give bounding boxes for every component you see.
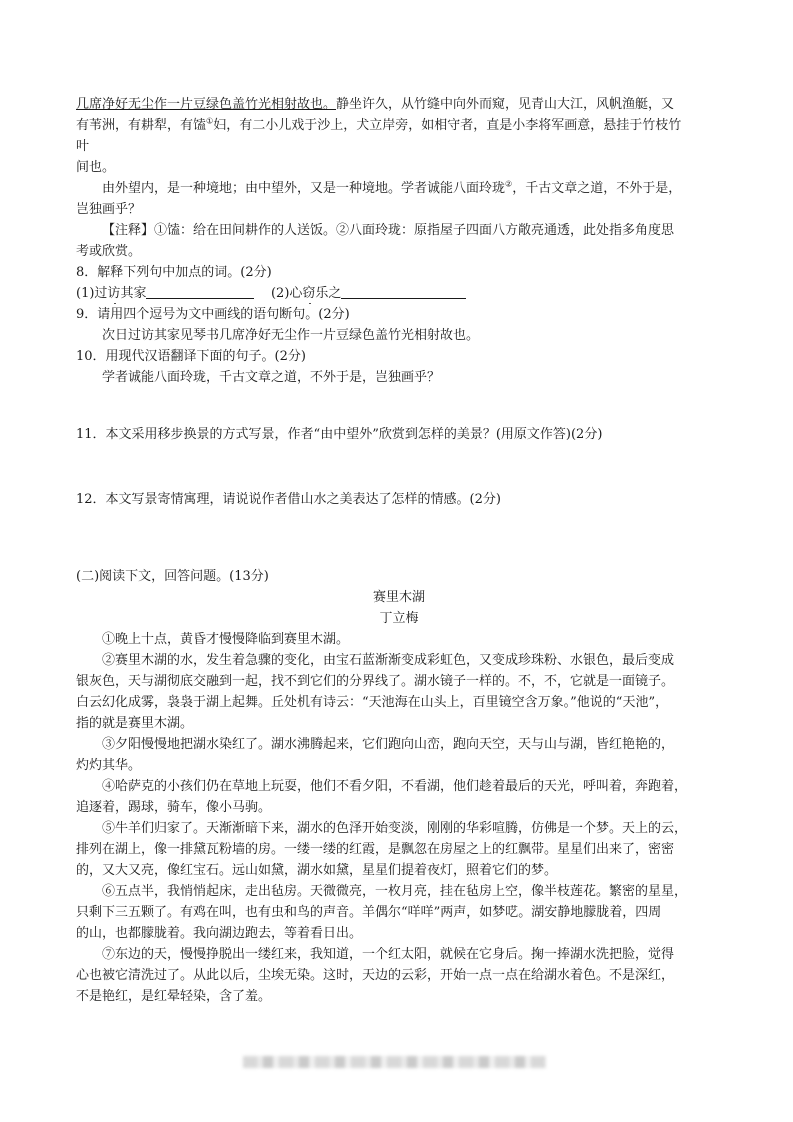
article-paragraph-7 — [76, 944, 722, 1007]
passage-line: 岂独画乎？ — [76, 202, 142, 217]
passage-line — [76, 94, 722, 115]
document-page — [76, 94, 722, 1007]
question-10: 10．用现代汉语翻译下面的句子。(2分) — [76, 349, 306, 364]
paragraph-line: 灼灼其华。 — [76, 758, 142, 773]
section-heading: (二)阅读下文，回答问题。(13分) — [76, 569, 269, 584]
question-9: 9．请用四个逗号为文中画线的语句断句。(2分) — [76, 307, 350, 322]
q8-2-suffix: 乐之 — [315, 286, 342, 301]
q8-2-prefix: (2)心 — [270, 286, 303, 301]
article-paragraph-6 — [76, 881, 722, 944]
article-paragraph-4 — [76, 776, 722, 818]
paragraph-line: 白云幻化成雾，袅袅于湖上起舞。丘处机有诗云：“天池海在山头上，百里镜空含万象。”他说的“天池”， — [76, 695, 669, 710]
q8-1-prefix: (1)过 — [76, 286, 108, 301]
passage-text: 由外望内，是一种境地；由中望外，又是一种境地。学者诚能八面玲珑 — [102, 181, 506, 196]
article-paragraph-3 — [76, 734, 722, 776]
paragraph-line: ⑤牛羊们归家了。天渐渐暗下来，湖水的色泽开始变淡，刚刚的华彩喧腾，仿佛是一个梦。天上的云， — [102, 821, 688, 836]
annotation-note: 考或欣赏。 — [76, 244, 142, 259]
paragraph-line: ③夕阳慢慢地把湖水染红了。湖水沸腾起来，它们跑向山峦，跑向天空，天与山与湖，皆红艳艳的， — [102, 737, 675, 752]
passage-text: 妇，有二小儿戏于沙上，犬立岸旁，如相守者，直是小李将军画意，悬挂于竹枝竹 — [213, 118, 682, 133]
paragraph-line: 排列在湖上，像一排黛瓦粉墙的房。一缕一缕的红霞，是飘忽在房屋之上的红飘带。星星们出来了，密密 — [76, 842, 675, 857]
paragraph-line: 心也被它清洗过了。从此以后，尘埃无染。这时，天边的云彩，开始一点一点在给湖水着色。不是深红， — [76, 968, 675, 983]
paragraph-line: ⑥五点半，我悄悄起床，走出毡房。天微微亮，一枚月亮，挂在毡房上空，像半枝莲花。繁密的星星， — [102, 884, 688, 899]
paragraph-line: 指的就是赛里木湖。 — [76, 716, 194, 731]
paragraph-line: 追逐着，踢球，骑车，像小马驹。 — [76, 800, 272, 815]
answer-blank-1[interactable] — [146, 284, 254, 299]
question-11: 11．本文采用移步换景的方式写景，作者“由中望外”欣赏到怎样的美景？(用原文作答)(2分) — [76, 427, 603, 442]
passage-text: 有苇洲，有耕犁，有馌 — [76, 118, 207, 133]
passage-text: ，千古文章之道，不外于是， — [512, 181, 682, 196]
passage-text: 静坐许久，从竹缝中向外而窥，见青山大江，风帆渔艇，又 — [336, 97, 675, 112]
q8-1-suffix: 其家 — [120, 286, 147, 301]
paragraph-line: ④哈萨克的小孩们仍在草地上玩耍，他们不看夕阳，不看湖，他们趁着最后的天光，呼叫着，奔跑着， — [102, 779, 688, 794]
paragraph-line: 的，又大又亮，像红宝石。远山如黛，湖水如黛，星星们提着夜灯，照着它们的梦。 — [76, 863, 558, 878]
footnote-marker: ② — [505, 179, 513, 189]
passage-line: 叶 — [76, 139, 90, 154]
answer-space[interactable] — [76, 388, 722, 424]
dotted-word: 窃 — [302, 286, 316, 301]
article-paragraph-2 — [76, 650, 722, 734]
answer-space[interactable] — [76, 445, 722, 489]
paragraph-line: 银灰色，天与湖彻底交融到一起，找不到它们的分界线了。湖水镜子一样的。不，不，它就是一面镜子。 — [76, 674, 675, 689]
annotation-note: 【注释】①馌：给在田间耕作的人送饭。②八面玲珑：原指屋子四面八方敞亮通透，此处指多角度思 — [102, 223, 675, 238]
footnote-marker: ① — [206, 116, 214, 126]
paragraph-line: 不是艳红，是红晕轻染，含了羞。 — [76, 989, 272, 1004]
passage-line: 间也。 — [76, 160, 116, 175]
question-9-text: 次日过访其家见琴书几席净好无尘作一片豆绿色盖竹光相射故也。 — [102, 328, 480, 343]
paragraph-line: 的山，也都朦胧着。我向湖边跑去，等着看日出。 — [76, 926, 363, 941]
question-12: 12．本文写景寄情寓理，请说说作者借山水之美表达了怎样的情感。(2分) — [76, 492, 501, 507]
article-paragraph-1: ①晚上十点，黄昏才慢慢降临到赛里木湖。 — [102, 632, 350, 647]
article-title: 赛里木湖 — [372, 590, 425, 605]
passage-line — [76, 178, 722, 199]
paragraph-line: 只剩下三五颗了。有鸡在叫，也有虫和鸟的声音。羊偶尔“咩咩”两声，如梦呓。湖安静地朦胧着，四周 — [76, 905, 662, 920]
paragraph-line: ⑦东边的天，慢慢挣脱出一缕红来，我知道，一个红太阳，就候在它身后。掬一捧湖水洗把脸，觉得 — [102, 947, 675, 962]
article-paragraph-5 — [76, 818, 722, 881]
question-8-items — [76, 283, 722, 304]
underlined-sentence: 几席净好无尘作一片豆绿色盖竹光相射故也。 — [76, 97, 337, 112]
question-10-text: 学者诚能八面玲珑，千古文章之道，不外于是，岂独画乎？ — [102, 370, 441, 385]
blurred-footer-watermark — [243, 1056, 546, 1068]
article-author: 丁立梅 — [379, 611, 419, 626]
dotted-word: 访 — [107, 286, 121, 301]
answer-blank-2[interactable] — [341, 284, 466, 299]
question-8: 8．解释下列句中加点的词。(2分) — [76, 265, 272, 280]
answer-space[interactable] — [76, 510, 722, 566]
passage-line — [76, 115, 722, 136]
paragraph-line: ②赛里木湖的水，发生着急骤的变化，由宝石蓝渐渐变成彩虹色，又变成珍珠粉、水银色，最后变成 — [102, 653, 675, 668]
